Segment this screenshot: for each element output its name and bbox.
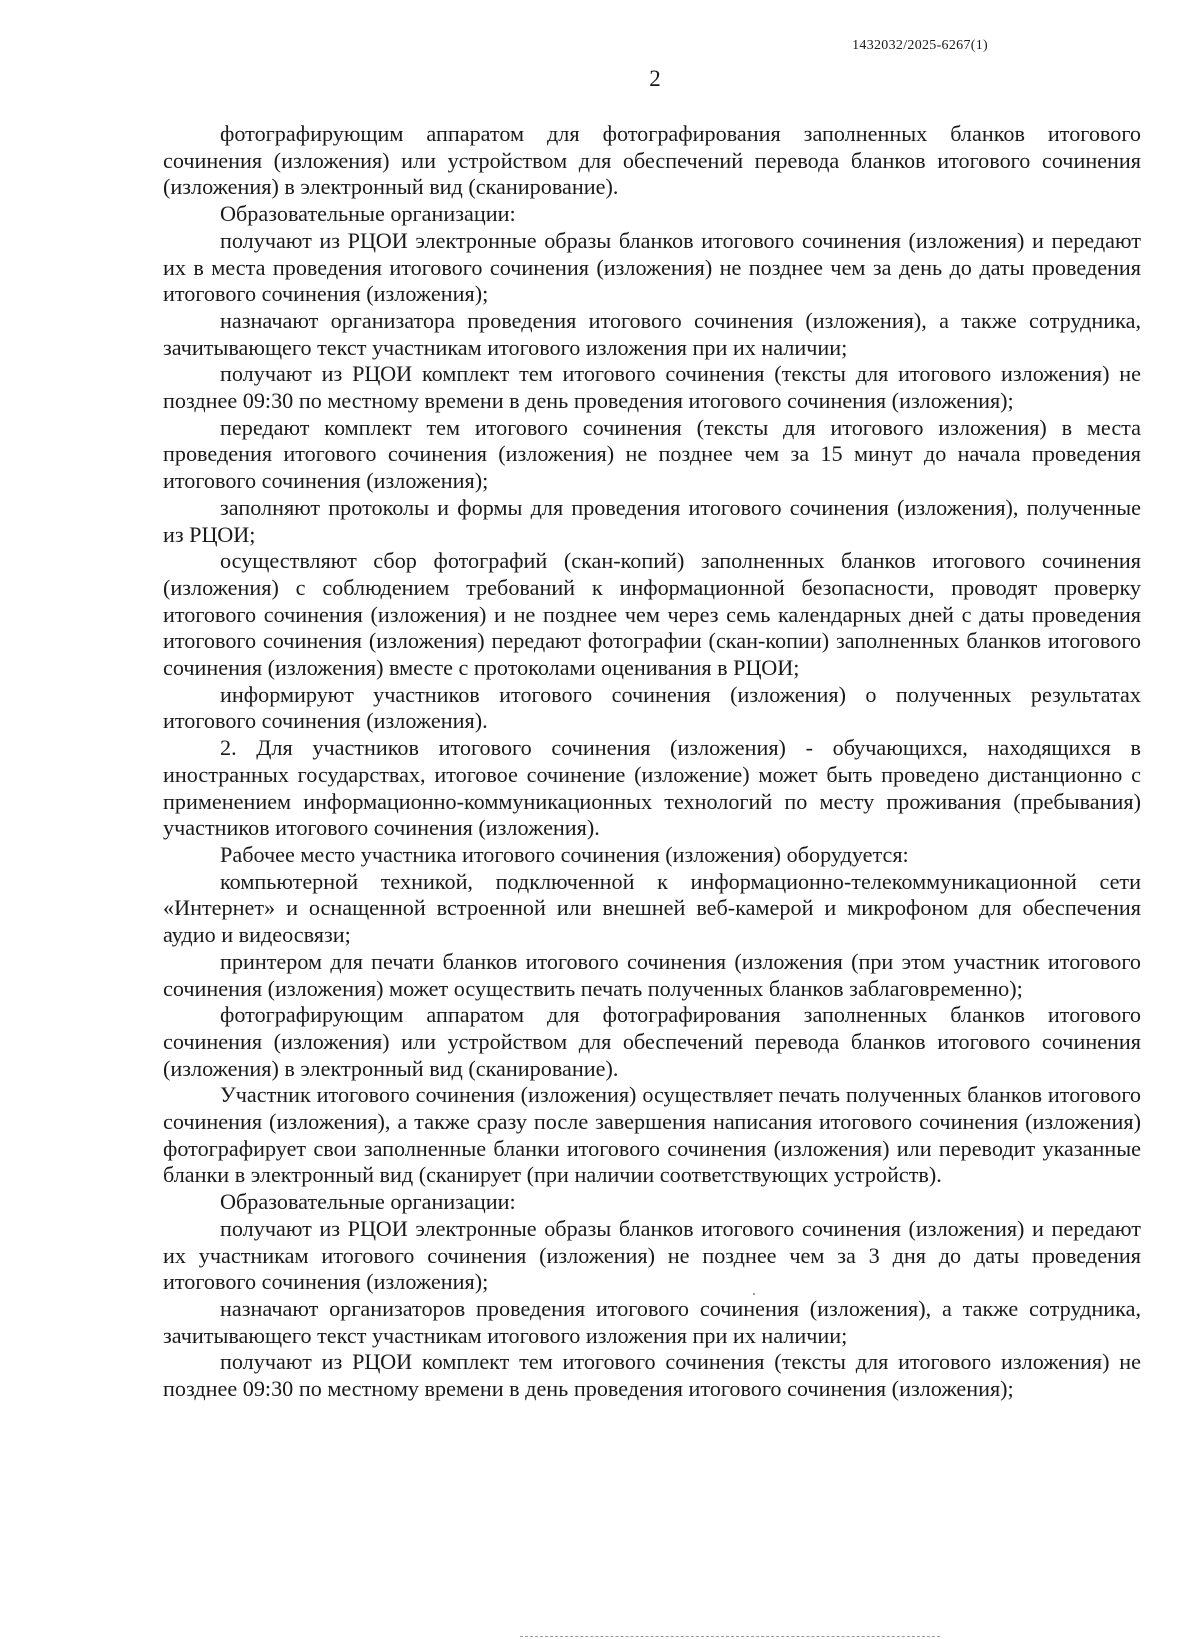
paragraph: Рабочее место участника итогового сочинения (изложения) оборудуется: [220,841,909,867]
scan-artifact [753,1293,755,1295]
paragraph: Образовательные организации: [220,201,516,227]
paragraph: получают из РЦОИ комплект тем итогового сочинения (тексты для итогового изложения) не позднее 09:30 по местному времени в день проведения итогового сочинения (изложения); [163,361,1141,414]
paragraph: Образовательные организации: [220,1189,516,1215]
paragraph: принтером для печати бланков итогового сочинения (изложения (при этом участник итогового сочинения (изложения) может осуществить печать полученных бланков заблаговременно); [163,948,1141,1001]
paragraph: получают из РЦОИ электронные образы бланков итогового сочинения (изложения) и передают их участникам итогового сочинения (изложения) не позднее чем за 3 дня до даты проведения итогового сочинения (изложения); [163,1215,1141,1295]
paragraph: назначают организатора проведения итогового сочинения (изложения), а также сотрудника, зачитывающего текст участникам итогового изложения при их наличии; [163,307,1141,360]
paragraph: заполняют протоколы и формы для проведения итогового сочинения (изложения), полученные из РЦОИ; [163,494,1141,547]
document-registration-number: 1432032/2025-6267(1) [852,38,988,53]
paragraph: информируют участников итогового сочинения (изложения) о полученных результатах итогового сочинения (изложения). [163,681,1141,734]
paragraph: компьютерной техникой, подключенной к информационно-телекоммуникационной сети «Интернет» и оснащенной встроенной или внешней веб-камерой и микрофоном для обеспечения аудио и видеосвязи; [163,868,1141,948]
paragraph: фотографирующим аппаратом для фотографирования заполненных бланков итогового сочинения (изложения) или устройством для обеспечений перевода бланков итогового сочинения (изложения) в электронный вид (сканирование). [163,121,1141,200]
paragraph: получают из РЦОИ комплект тем итогового сочинения (тексты для итогового изложения) не позднее 09:30 по местному времени в день проведения итогового сочинения (изложения); [163,1349,1141,1402]
paragraph: осуществляют сбор фотографий (скан-копий) заполненных бланков итогового сочинения (изложения) с соблюдением требований к информационной безопасности, проводят проверку итогового сочинения (изложения) и не позднее чем через семь календарных дней с даты проведения итогового сочинения (изложения) передают фотографии (скан-копии) заполненных бланков итогового сочинения (изложения) вместе с протоколами оценивания в РЦОИ; [163,548,1141,681]
paragraph: фотографирующим аппаратом для фотографирования заполненных бланков итогового сочинения (изложения) или устройством для обеспечений перевода бланков итогового сочинения (изложения) в электронный вид (сканирование). [163,1002,1141,1081]
paragraph: передают комплект тем итогового сочинения (тексты для итогового изложения) в места проведения итогового сочинения (изложения) не позднее чем за 15 минут до начала проведения итогового сочинения (изложения); [163,414,1141,494]
paragraph: назначают организаторов проведения итогового сочинения (изложения), а также сотрудника, зачитывающего текст участникам итогового изложения при их наличии; [163,1295,1141,1348]
document-body [163,121,1141,1403]
paragraph: 2. Для участников итогового сочинения (изложения) - обучающихся, находящихся в иностранных государствах, итоговое сочинение (изложение) может быть проведено дистанционно с применением информационно-коммуникационных технологий по месту проживания (пребывания) участников итогового сочинения (изложения). [163,735,1141,841]
page-number: 2 [649,66,661,91]
paragraph: получают из РЦОИ электронные образы бланков итогового сочинения (изложения) и передают их в места проведения итогового сочинения (изложения) не позднее чем за день до даты проведения итогового сочинения (изложения); [163,227,1141,307]
paragraph: Участник итогового сочинения (изложения) осуществляет печать полученных бланков итогового сочинения (изложения), а также сразу после завершения написания итогового сочинения (изложения) фотографирует свои заполненные бланки итогового сочинения (изложения) или переводит указанные бланки в электронный вид (сканирует (при наличии соответствующих устройств). [163,1082,1141,1188]
